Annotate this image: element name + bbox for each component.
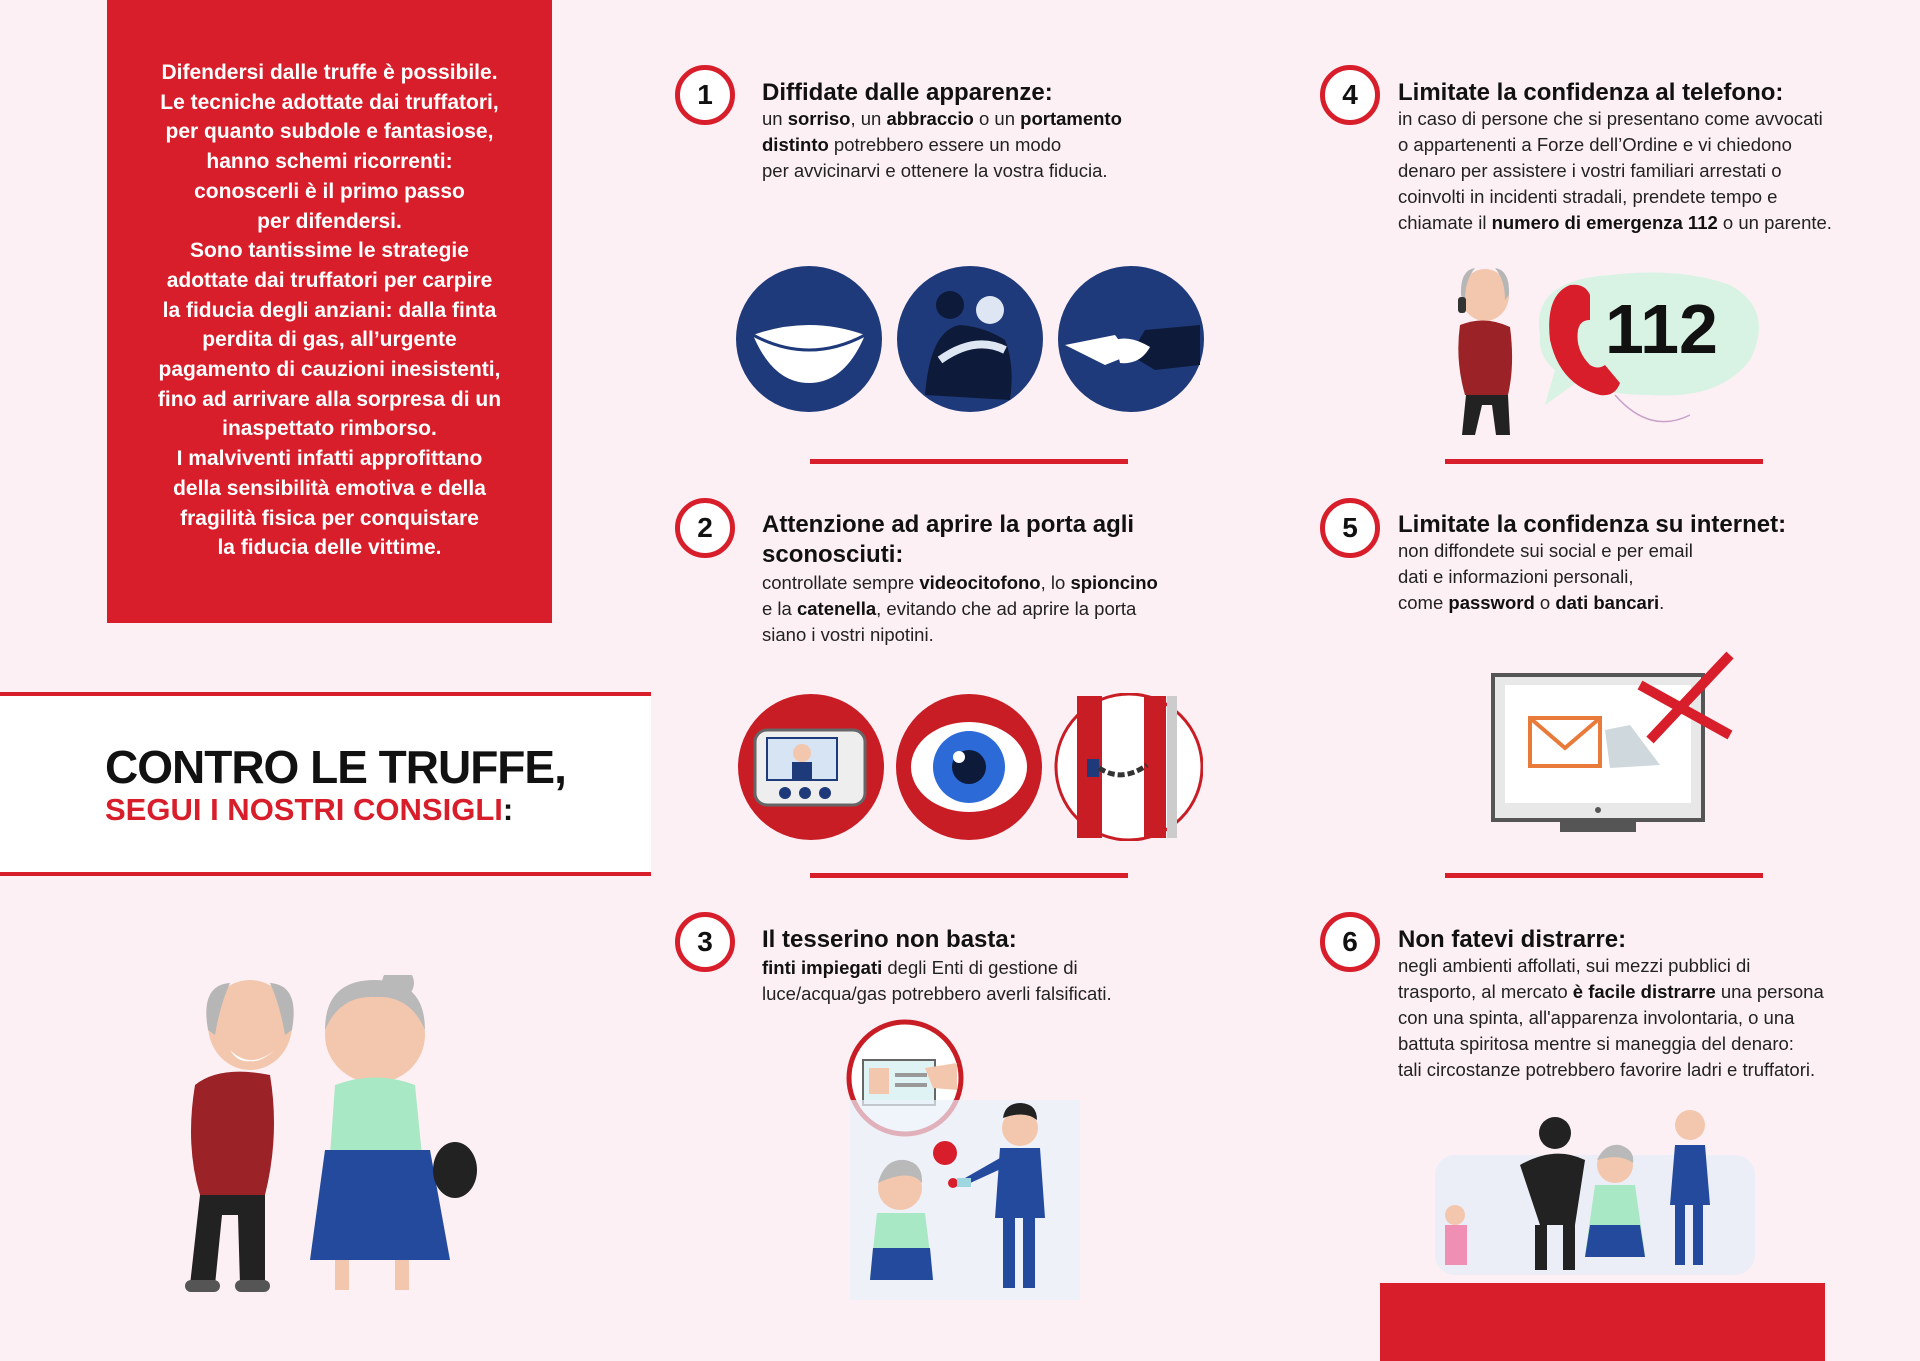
tip-body-emphasis: dati bancari bbox=[1555, 592, 1660, 613]
intro-line: pagamento di cauzioni inesistenti, bbox=[158, 358, 501, 382]
tip-3-number bbox=[675, 912, 735, 972]
tip-body-line bbox=[1398, 132, 1898, 158]
tip-body-text: o un parente. bbox=[1717, 212, 1832, 233]
intro-line: per difendersi. bbox=[257, 209, 402, 233]
door-chain-icon bbox=[1056, 694, 1202, 840]
tip-body-line bbox=[1398, 953, 1898, 979]
tip-body-text: o bbox=[1534, 592, 1556, 613]
tip-1-title: Diffidate dalle apparenze: bbox=[762, 79, 1053, 106]
tip-body-text: una persona bbox=[1715, 981, 1824, 1002]
intro-line: Le tecniche adottate dai truffatori, bbox=[160, 90, 499, 114]
tip-body-line bbox=[1398, 590, 1878, 616]
tip-body-line bbox=[762, 158, 1182, 184]
tip-body-text: , lo bbox=[1040, 572, 1071, 593]
intro-line: fragilità fisica per conquistare bbox=[180, 506, 479, 530]
tip-body-text: un bbox=[762, 108, 788, 129]
tip-body-text: in caso di persone che si presentano come avvocati bbox=[1398, 108, 1823, 129]
tip-body-line bbox=[762, 106, 1182, 132]
tip-body-line bbox=[762, 132, 1182, 158]
elderly-man-phone-icon bbox=[1458, 268, 1512, 435]
bottom-red-block bbox=[1380, 1283, 1825, 1361]
tip-body-line bbox=[1398, 979, 1898, 1005]
tip-6-number-text: 6 bbox=[1342, 926, 1358, 957]
tip-body-text: dati e informazioni personali, bbox=[1398, 566, 1634, 587]
tip-body-emphasis: numero di emergenza 112 bbox=[1491, 212, 1718, 233]
tip-5-number bbox=[1320, 498, 1380, 558]
intro-line: della sensibilità emotiva e della bbox=[173, 476, 486, 500]
tip-1-body bbox=[762, 106, 1182, 184]
tip-4-illustration bbox=[1430, 265, 1770, 445]
tip-body-text: negli ambienti affollati, sui mezzi pubblici di bbox=[1398, 955, 1751, 976]
heading-line1: CONTRO LE TRUFFE, bbox=[105, 741, 566, 793]
tip-body-text: e la bbox=[762, 598, 797, 619]
tip-4-number-text: 4 bbox=[1342, 79, 1358, 110]
elderly-couple-illustration bbox=[160, 975, 500, 1305]
tip-5-body bbox=[1398, 538, 1878, 616]
tip-body-line bbox=[1398, 538, 1878, 564]
intro-line: la fiducia delle vittime. bbox=[217, 536, 442, 560]
tip-3-illustration bbox=[845, 1018, 1085, 1300]
tip-body-text: luce/acqua/gas potrebbero averli falsificati. bbox=[762, 983, 1112, 1004]
tip-body-text: , un bbox=[850, 108, 887, 129]
pickpocket-scene-icon bbox=[1435, 1110, 1755, 1275]
tip-1-number bbox=[675, 65, 735, 125]
tip-body-text: non diffondete sui social e per email bbox=[1398, 540, 1693, 561]
tip-body-text: potrebbero essere un modo bbox=[828, 134, 1062, 155]
intro-line: perdita di gas, all’urgente bbox=[202, 328, 457, 352]
tip-2-title: Attenzione ad aprire la porta agli sconosciuti: bbox=[762, 511, 1135, 568]
tip-6-number bbox=[1320, 912, 1380, 972]
intro-line: Sono tantissime le strategie bbox=[190, 239, 469, 263]
tip-body-text: trasporto, al mercato bbox=[1398, 981, 1573, 1002]
tip-body-text: siano i vostri nipotini. bbox=[762, 624, 934, 645]
tip-body-text: con una spinta, all'apparenza involontaria, o una bbox=[1398, 1007, 1795, 1028]
tip-6-title: Non fatevi distrarre: bbox=[1398, 926, 1627, 953]
tip-body-line bbox=[762, 570, 1202, 596]
heading-colon: : bbox=[502, 792, 514, 827]
intro-line: adottate dai truffatori per carpire bbox=[166, 268, 493, 292]
tip-body-text: chiamate il bbox=[1398, 212, 1492, 233]
tip-2-divider bbox=[810, 873, 1128, 878]
tip-1-icons bbox=[735, 265, 1205, 413]
handshake-icon bbox=[1058, 266, 1204, 412]
tip-body-text: denaro per assistere i vostri familiari arrestati o bbox=[1398, 160, 1782, 181]
tip-body-line bbox=[762, 981, 1182, 1007]
intro-line: I malviventi infatti approfittano bbox=[176, 447, 483, 471]
tip-body-emphasis: videocitofono bbox=[919, 572, 1041, 593]
tip-3-title: Il tesserino non basta: bbox=[762, 926, 1017, 953]
tip-2-icons bbox=[737, 693, 1203, 841]
tip-body-emphasis: portamento bbox=[1020, 108, 1122, 129]
tip-body-line bbox=[1398, 1031, 1898, 1057]
tip-body-emphasis: è facile distrarre bbox=[1572, 981, 1716, 1002]
tip-body-text: coinvolti in incidenti stradali, prendete tempo e bbox=[1398, 186, 1778, 207]
tip-body-line bbox=[1398, 1057, 1898, 1083]
tip-body-emphasis: catenella bbox=[796, 598, 877, 619]
intro-text bbox=[127, 58, 532, 563]
intro-line: fino ad arrivare alla sorpresa di un bbox=[157, 387, 502, 411]
tip-5-divider bbox=[1445, 873, 1763, 878]
tip-body-line bbox=[1398, 106, 1898, 132]
heading-line2-text: SEGUI I NOSTRI CONSIGLI bbox=[105, 792, 503, 827]
tip-body-line bbox=[762, 955, 1182, 981]
intro-line: inaspettato rimborso. bbox=[222, 417, 437, 441]
smile-icon bbox=[736, 266, 882, 412]
tip-body-text: tali circostanze potrebbero favorire ladri e truffatori. bbox=[1398, 1059, 1816, 1080]
tip-5-illustration bbox=[1490, 650, 1740, 840]
tip-body-line bbox=[762, 596, 1202, 622]
peephole-icon bbox=[896, 694, 1042, 840]
tip-4-body bbox=[1398, 106, 1898, 236]
intro-line: per quanto subdole e fantasiose, bbox=[165, 120, 494, 144]
tip-body-text: o un bbox=[973, 108, 1021, 129]
tip-1-number-text: 1 bbox=[697, 79, 713, 110]
tip-body-text: come bbox=[1398, 592, 1449, 613]
tip-4-divider bbox=[1445, 459, 1763, 464]
tip-3-body bbox=[762, 955, 1182, 1007]
tip-body-emphasis: distinto bbox=[762, 134, 829, 155]
tip-1-divider bbox=[810, 459, 1128, 464]
tip-5-title: Limitate la confidenza su internet: bbox=[1398, 511, 1787, 538]
tip-body-line bbox=[1398, 158, 1898, 184]
tip-body-emphasis: sorriso bbox=[787, 108, 851, 129]
tip-body-line bbox=[1398, 184, 1898, 210]
tip-body-text: battuta spiritosa mentre si maneggia del denaro: bbox=[1398, 1033, 1794, 1054]
tip-2-body bbox=[762, 570, 1202, 648]
intro-line: hanno schemi ricorrenti: bbox=[206, 150, 453, 174]
tip-body-line bbox=[1398, 564, 1878, 590]
emergency-number: 112 bbox=[1605, 290, 1718, 368]
tip-5-number-text: 5 bbox=[1342, 512, 1358, 543]
tip-body-text: , evitando che ad aprire la porta bbox=[876, 598, 1137, 619]
tip-6-illustration bbox=[1425, 1105, 1765, 1275]
tip-body-text: degli Enti di gestione di bbox=[882, 957, 1078, 978]
tip-body-text: controllate sempre bbox=[762, 572, 920, 593]
tip-body-text: . bbox=[1659, 592, 1665, 613]
intro-line: la fiducia degli anziani: dalla finta bbox=[162, 298, 497, 322]
tip-body-line bbox=[1398, 210, 1898, 236]
tip-4-title: Limitate la confidenza al telefono: bbox=[1398, 79, 1784, 106]
videointercom-icon bbox=[738, 694, 884, 840]
intro-line: conoscerli è il primo passo bbox=[194, 179, 465, 203]
tip-body-line bbox=[1398, 1005, 1898, 1031]
tip-4-number bbox=[1320, 65, 1380, 125]
hug-icon bbox=[897, 266, 1043, 412]
tip-body-emphasis: spioncino bbox=[1070, 572, 1158, 593]
tip-body-emphasis: abbraccio bbox=[886, 108, 974, 129]
tip-3-number-text: 3 bbox=[697, 926, 713, 957]
tip-6-body bbox=[1398, 953, 1898, 1083]
tip-body-line bbox=[762, 622, 1202, 648]
tip-2-number bbox=[675, 498, 735, 558]
tip-body-emphasis: finti impiegati bbox=[762, 957, 883, 978]
tip-2-number-text: 2 bbox=[697, 512, 713, 543]
tip-body-text: per avvicinarvi e ottenere la vostra fiducia. bbox=[762, 160, 1108, 181]
tip-body-emphasis: password bbox=[1448, 592, 1535, 613]
tip-body-text: o appartenenti a Forze dell’Ordine e vi chiedono bbox=[1398, 134, 1792, 155]
intro-line: Difendersi dalle truffe è possibile. bbox=[161, 61, 498, 84]
heading-line2 bbox=[105, 792, 513, 828]
